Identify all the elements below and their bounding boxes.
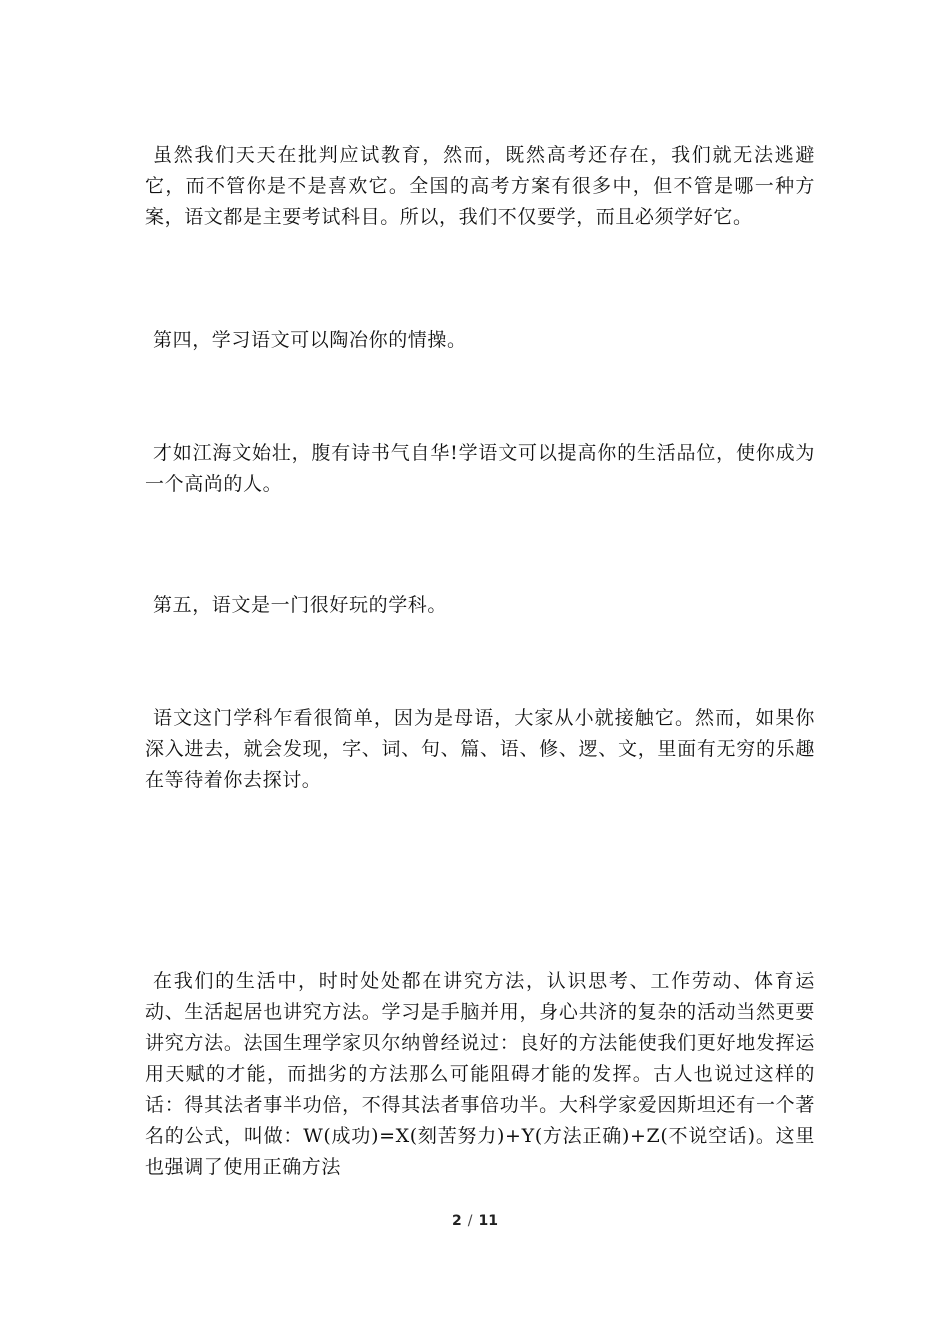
paragraph-study-method: 在我们的生活中，时时处处都在讲究方法，认识思考、工作劳动、体育运动、生活起居也讲究方法。学习是手脑并用，身心共济的复杂的活动当然更要讲究方法。法国生理学家贝尔纳曾经说过：良好的方法能使我们更好地发挥运用天赋的才能，而拙劣的方法那么可能阻碍才能的发挥。古人也说过这样的话：得其法者事半功倍，不得其法者事倍功半。大科学家爱因斯坦还有一个著名的公式，叫做：W(成功)=X(刻苦努力)+Y(方法正确)+Z(不说空话)。这里也强调了使用正确方法 <box>145 970 815 1178</box>
current-page-number: 2 <box>452 1213 462 1229</box>
paragraph-sentiment: 才如江海文始壮，腹有诗书气自华!学语文可以提高你的生活品位，使你成为一个高尚的人。 <box>145 442 815 495</box>
page-number-footer <box>0 1213 950 1229</box>
paragraph-fun-subject: 语文这门学科乍看很简单，因为是母语，大家从小就接触它。然而，如果你深入进去，就会发现，字、词、句、篇、语、修、逻、文，里面有无穷的乐趣在等待着你去探讨。 <box>145 707 815 791</box>
page-separator: / <box>467 1213 473 1229</box>
paragraph-exam: 虽然我们天天在批判应试教育，然而，既然高考还存在，我们就无法逃避它，而不管你是不是喜欢它。全国的高考方案有很多中，但不管是哪一种方案，语文都是主要考试科目。所以，我们不仅要学，而且必须学好它。 <box>145 144 815 228</box>
total-page-count: 11 <box>478 1213 498 1229</box>
heading-fifth-point: 第五，语文是一门很好玩的学科。 <box>153 594 448 616</box>
heading-fourth-point: 第四，学习语文可以陶冶你的情操。 <box>153 329 467 351</box>
